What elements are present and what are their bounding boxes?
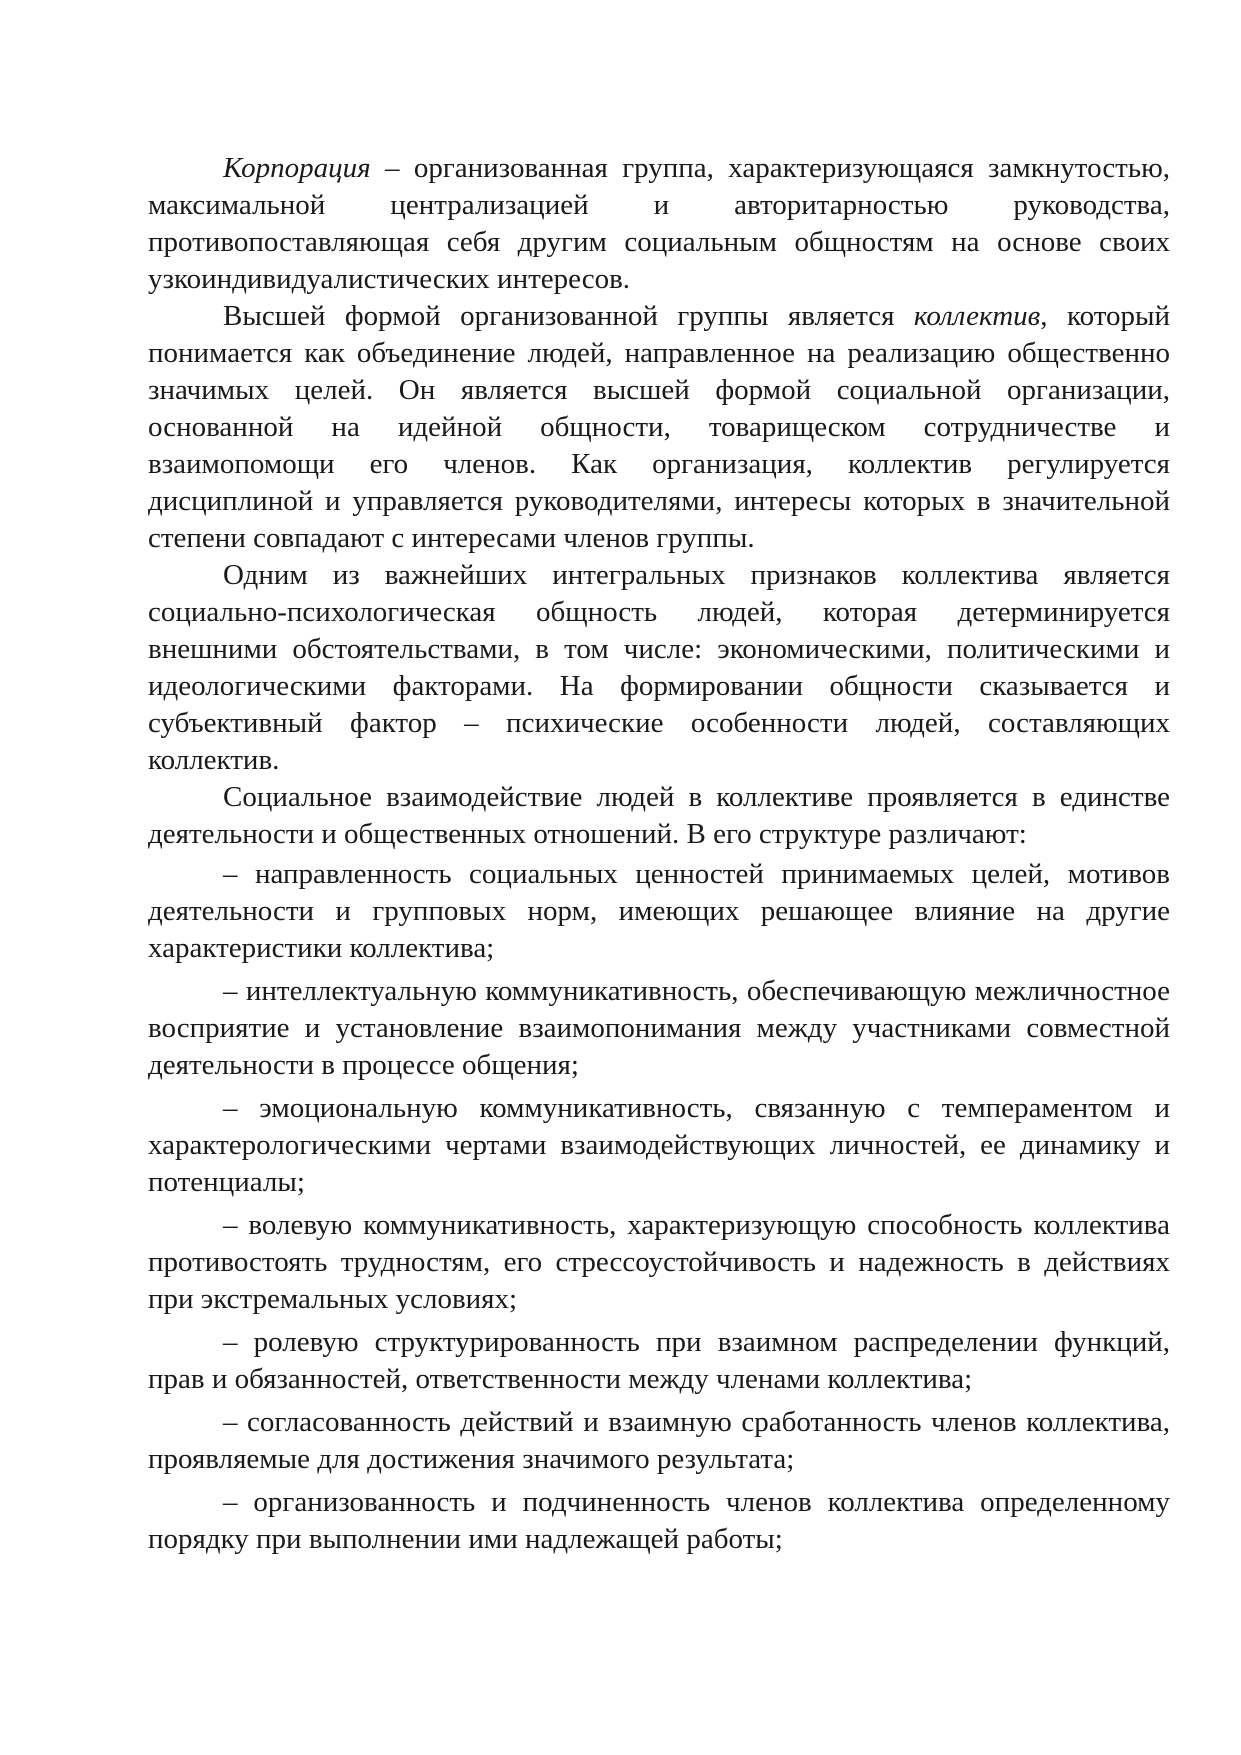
list-item-volitional-communicativeness: – волевую коммуникативность, характеризующую способность коллектива противостоять трудностям, его стрессоустойчивость и надежность в действиях при экстремальных условиях; [148,1209,1170,1315]
body-text [148,150,1170,1561]
list-item-organization: – организованность и подчиненность членов коллектива определенному порядку при выполнении ими надлежащей работы; [148,1486,1170,1555]
paragraph-social-interaction: Социальное взаимодействие людей в коллективе проявляется в единстве деятельности и общественных отношений. В его структуре различают: [148,781,1170,850]
term-collective: коллектив [913,300,1041,332]
list-item-emotional-communicativeness: – эмоциональную коммуникативность, связанную с темпераментом и характерологическими чертами взаимодействующих личностей, ее динамику и потенциалы; [148,1092,1170,1198]
list-item-role-structure: – ролевую структурированность при взаимном распределении функций, прав и обязанностей, ответственности между членами коллектива; [148,1326,1170,1395]
corporation-definition-text: – организованная группа, характеризующаяся замкнутостью, максимальной централизацией и авторитарностью руководства, противопоставляющая себя другим социальным общностям на основе своих узкоиндивидуалистических интересов. [148,152,1170,295]
list-item-intellectual-communicativeness: – интеллектуальную коммуникативность, обеспечивающую межличностное восприятие и установление взаимопонимания между участниками совместной деятельности в процессе общения; [148,975,1170,1081]
list-item-orientation: – направленность социальных ценностей принимаемых целей, мотивов деятельности и групповых норм, имеющих решающее влияние на другие характеристики коллектива; [148,858,1170,964]
term-corporation: Корпорация [223,152,371,184]
paragraph-integral-features: Одним из важнейших интегральных признаков коллектива является социально-психологическая общность людей, которая детерминируется внешними обстоятельствами, в том числе: экономическими, политическими и идеологическими факторами. На формировании общности сказывается и субъективный фактор – психические особенности людей, составляющих коллектив. [148,559,1170,776]
collective-intro-text: Высшей формой организованной группы является [223,300,914,332]
list-item-coordination: – согласованность действий и взаимную сработанность членов коллектива, проявляемые для достижения значимого результата; [148,1406,1170,1475]
collective-definition-text: , который понимается как объединение людей, направленное на реализацию общественно значимых целей. Он является высшей формой социальной организации, основанной на идейной общности, товарищеском сотрудничестве и взаимопомощи его членов. Как организация, коллектив регулируется дисциплиной и управляется руководителями, интересы которых в значительной степени совпадают с интересами членов группы. [148,300,1170,554]
paragraph-corporation-definition [148,150,1170,298]
paragraph-collective-definition [148,298,1170,557]
